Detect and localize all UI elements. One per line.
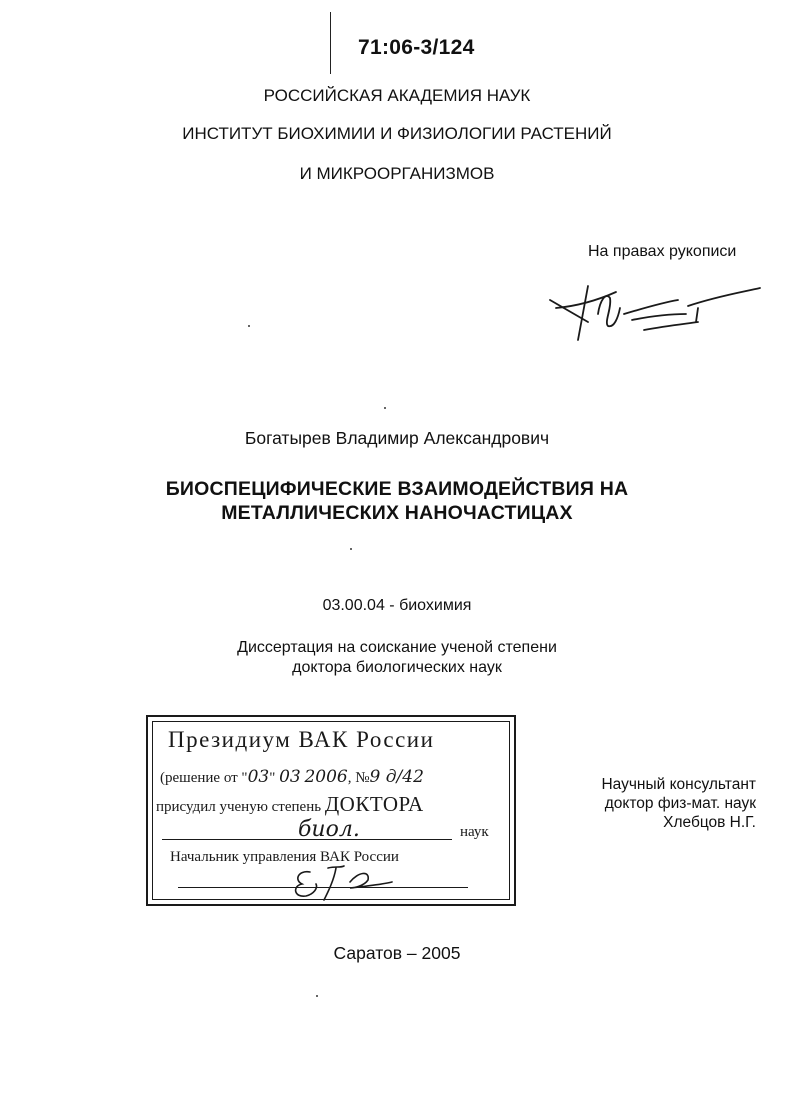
- stamp-field: биол.: [298, 817, 360, 842]
- consultant-line-1: Научный консультант: [601, 776, 756, 793]
- stamp-nauk: наук: [460, 824, 489, 840]
- scan-speck: [248, 325, 250, 327]
- degree-line-1: Диссертация на соискание ученой степени: [237, 639, 557, 656]
- institution-line-3: И МИКРООРГАНИЗМОВ: [299, 164, 495, 183]
- degree-value: ДОКТОРА: [324, 792, 424, 816]
- decision-year: 2006: [304, 767, 348, 787]
- rights-note: На правах рукописи: [588, 243, 737, 260]
- decision-prefix: (решение от ": [160, 770, 248, 786]
- title-line-2: МЕТАЛЛИЧЕСКИХ НАНОЧАСТИЦАХ: [221, 502, 573, 524]
- degree-prefix: присудил ученую степень: [156, 799, 325, 815]
- margin-rule: [330, 12, 331, 74]
- decision-quote: ": [269, 770, 280, 786]
- registry-code: 71:06-3/124: [358, 36, 475, 59]
- stamp-decision-line: [160, 767, 424, 787]
- dissertation-title: [0, 477, 794, 525]
- decision-number-label: , №: [347, 770, 370, 786]
- decision-day: 03: [247, 767, 270, 787]
- scientific-consultant: [580, 775, 756, 832]
- stamp-title: Президиум ВАК России: [168, 727, 435, 752]
- specialty: 03.00.04 - биохимия: [322, 597, 472, 614]
- decision-month: 03: [279, 767, 301, 787]
- stamp-chief: Начальник управления ВАК России: [170, 849, 399, 865]
- institution-line-1: РОССИЙСКАЯ АКАДЕМИЯ НАУК: [263, 86, 531, 105]
- scan-speck: [350, 548, 352, 550]
- scan-speck: [316, 995, 318, 997]
- author-name: Богатырев Владимир Александрович: [244, 428, 550, 448]
- city-year: Саратов – 2005: [333, 943, 461, 963]
- author-signature: [548, 278, 768, 348]
- consultant-line-2: доктор физ-мат. наук: [604, 795, 756, 812]
- degree-line-2: доктора биологических наук: [292, 659, 502, 676]
- consultant-line-3: Хлебцов Н.Г.: [663, 814, 756, 831]
- vak-approval-stamp: [146, 715, 516, 906]
- institution-line-2: ИНСТИТУТ БИОХИМИИ И ФИЗИОЛОГИИ РАСТЕНИЙ: [182, 124, 612, 143]
- stamp-degree-line: [156, 792, 424, 817]
- title-line-1: БИОСПЕЦИФИЧЕСКИЕ ВЗАИМОДЕЙСТВИЯ НА: [165, 478, 629, 500]
- chief-signature: [288, 862, 398, 902]
- scan-speck: [384, 407, 386, 409]
- degree-statement: [0, 638, 794, 678]
- decision-number: 9 д/42: [369, 767, 424, 787]
